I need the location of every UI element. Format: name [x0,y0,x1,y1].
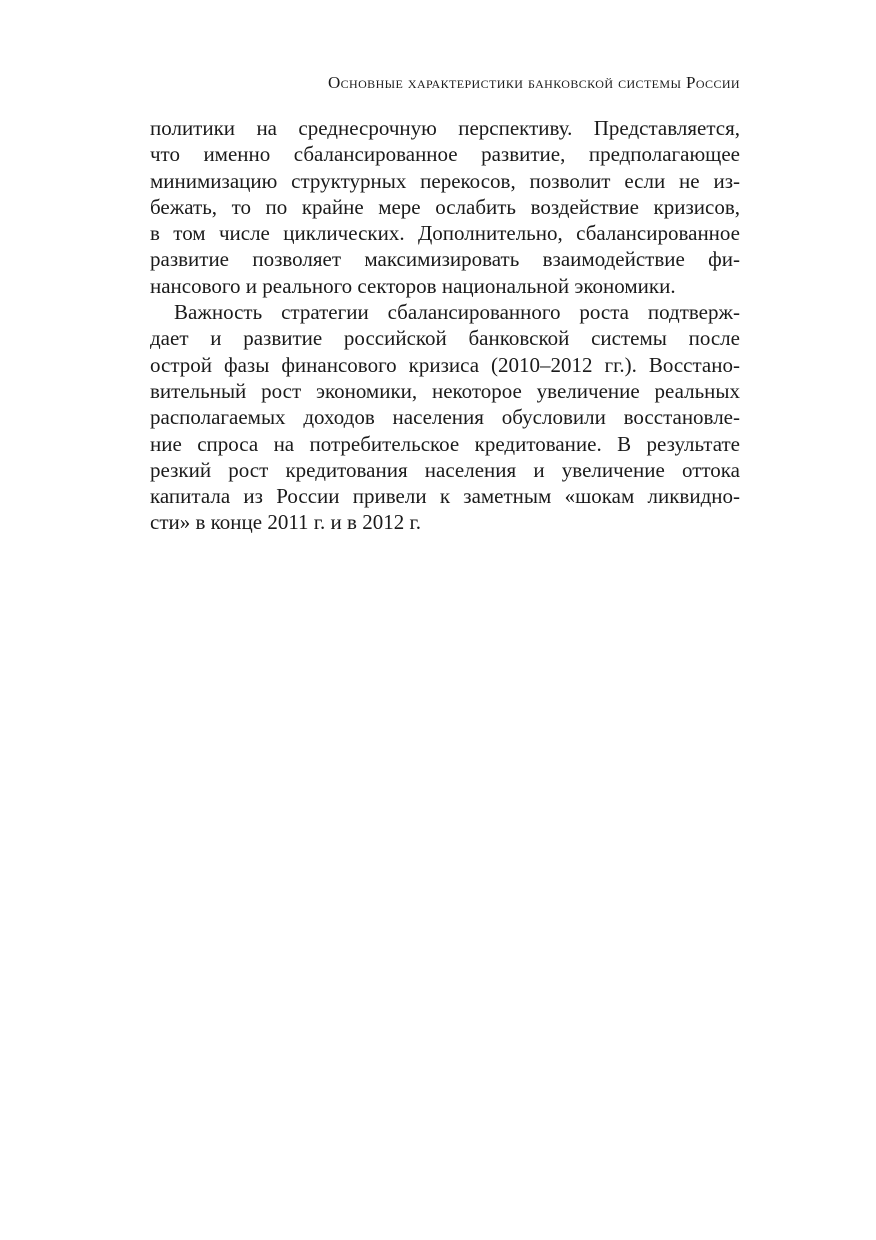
text-line: располагаемых доходов населения обусловили восстановле- [150,405,740,430]
text-line: что именно сбалансированное развитие, предполагающее [150,142,740,167]
text-line: Важность стратегии сбалансированного роста подтверж- [174,300,740,325]
text-line: в том числе циклических. Дополнительно, сбалансированное [150,221,740,246]
text-line: дает и развитие российской банковской системы после [150,326,740,351]
paragraph-2 [150,299,740,536]
text-line: минимизацию структурных перекосов, позволит если не из- [150,168,740,193]
text-line: ние спроса на потребительское кредитование. В результате [150,431,740,456]
text-line: развитие позволяет максимизировать взаимодействие фи- [150,247,740,272]
text-line: острой фазы финансового кризиса (2010–2012 гг.). Восстано- [150,352,740,377]
text-line: резкий рост кредитования населения и увеличение оттока [150,457,740,482]
body-text [150,115,740,536]
text-line: вительный рост экономики, некоторое увеличение реальных [150,378,740,403]
text-line: нансового и реального секторов национальной экономики. [150,273,676,298]
running-header: Основные характеристики банковской системы России [327,73,740,92]
text-line: политики на среднесрочную перспективу. Представляется, [150,116,740,140]
paragraph-1 [150,115,740,299]
text-line: капитала из России привели к заметным «шокам ликвидно- [150,484,740,509]
text-line: бежать, то по крайне мере ослабить воздействие кризисов, [150,194,740,219]
text-line: сти» в конце 2011 г. и в 2012 г. [150,510,421,535]
